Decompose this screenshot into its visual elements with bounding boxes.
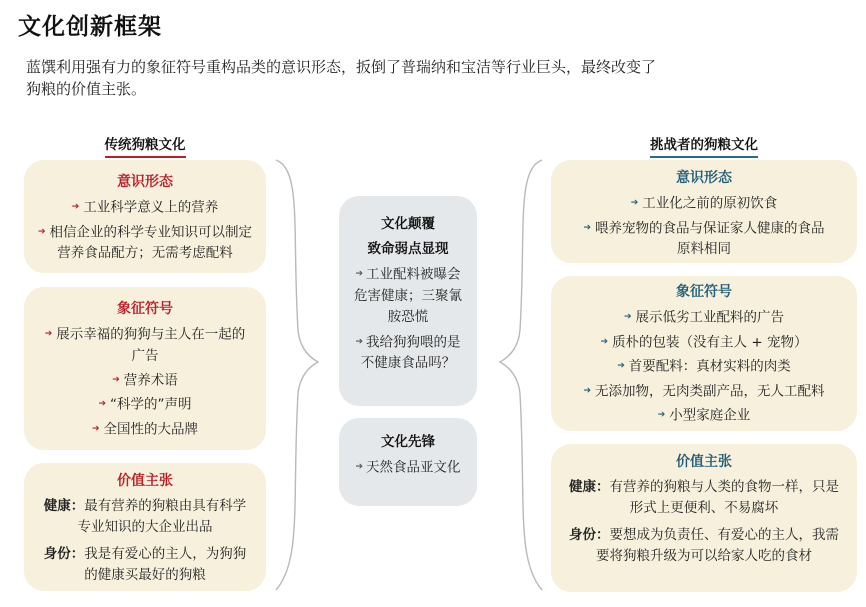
- page-title: 文化创新框架: [18, 14, 162, 40]
- left-brace: [276, 160, 318, 590]
- list-item: ➔ “科学的”声明: [98, 396, 192, 413]
- list-item: ➔ 展示幸福的狗狗与主人在一起的广告: [44, 326, 246, 364]
- traditional-value-card: [24, 463, 266, 591]
- arrow-right-icon: ➔: [91, 423, 100, 434]
- list-item: ➔ 工业配料被曝会危害健康；三聚氰胺恐慌: [354, 266, 462, 325]
- card-heading: 意识形态: [117, 174, 173, 190]
- traditional-symbols-card: [24, 287, 266, 450]
- arrow-right-icon: ➔: [657, 410, 666, 420]
- right-brace: [500, 160, 542, 590]
- arrow-right-icon: ➔: [583, 222, 592, 233]
- identity-statement: 身份：要想成为负责任、有爱心的主人，我需要将狗粮升级为可以给家人吃的食材: [569, 527, 839, 564]
- list-item: ➔ 相信企业的科学专业知识可以制定营养食品配方；无需考虑配料: [37, 224, 253, 261]
- arrow-right-icon: ➔: [623, 312, 632, 322]
- arrow-right-icon: ➔: [355, 269, 364, 279]
- list-item: ➔ 展示低劣工业配料的广告: [623, 309, 785, 326]
- list-item: ➔ 我给狗狗喂的是不健康食品吗？: [355, 334, 461, 371]
- arrow-right-icon: ➔: [355, 336, 364, 347]
- card-heading: 价值主张: [117, 473, 173, 489]
- arrow-right-icon: ➔: [44, 329, 53, 339]
- page-subtitle: 蓝馔利用强有力的象征符号重构品类的意识形态，扳倒了普瑞纳和宝洁等行业巨头，最终改变了狗粮的价值主张。: [26, 58, 657, 98]
- card-subheading: 致命弱点显现: [367, 241, 449, 257]
- arrow-right-icon: ➔: [98, 399, 107, 409]
- cultural-disruption-card: [339, 196, 477, 406]
- arrow-right-icon: ➔: [600, 336, 609, 347]
- arrow-right-icon: ➔: [112, 374, 120, 385]
- arrow-right-icon: ➔: [71, 202, 80, 212]
- list-item: ➔ 工业科学意义上的营养: [71, 199, 219, 216]
- cultural-pioneer-card: [339, 418, 477, 506]
- challenger-culture-heading: 挑战者的狗粮文化: [551, 133, 857, 158]
- arrow-right-icon: ➔: [37, 226, 46, 237]
- list-item: ➔ 无添加物，无肉类副产品，无人工配料: [583, 383, 825, 399]
- list-item: ➔ 喂养宠物的食品与保证家人健康的食品原料相同: [583, 220, 825, 257]
- traditional-culture-heading: 传统狗粮文化: [24, 133, 266, 158]
- health-statement: 健康：最有营养的狗粮由具有科学专业知识的大企业出品: [43, 498, 247, 535]
- traditional-ideology-card: [24, 160, 266, 273]
- list-item: ➔ 质朴的包装（没有主人 + 宠物）: [600, 334, 808, 350]
- card-heading: 价值主张: [676, 454, 732, 470]
- list-item: ➔ 工业化之前的原初饮食: [630, 195, 778, 212]
- card-heading: 象征符号: [117, 301, 173, 317]
- list-item: ➔ 天然食品亚文化: [355, 459, 461, 476]
- arrow-right-icon: ➔: [355, 462, 364, 472]
- identity-statement: 身份：我是有爱心的主人，为狗狗的健康买最好的狗粮: [43, 546, 247, 583]
- card-heading: 文化先锋: [381, 434, 435, 450]
- list-item: ➔ 全国性的大品牌: [91, 421, 199, 437]
- challenger-ideology-card: [551, 160, 857, 263]
- arrow-right-icon: ➔: [583, 385, 592, 396]
- challenger-value-card: [551, 444, 857, 592]
- health-statement: 健康：有营养的狗粮与人类的食物一样，只是形式上更便利、不易腐坏: [569, 479, 839, 516]
- card-heading: 文化颠覆: [381, 216, 435, 232]
- challenger-symbols-card: [551, 276, 857, 431]
- arrow-right-icon: ➔: [617, 361, 625, 371]
- list-item: ➔ 营养术语: [112, 372, 178, 388]
- card-heading: 象征符号: [676, 284, 732, 300]
- arrow-right-icon: ➔: [630, 198, 639, 208]
- list-item: ➔ 小型家庭企业: [657, 407, 751, 424]
- card-heading: 意识形态: [676, 170, 732, 186]
- list-item: ➔ 首要配料：真材实料的肉类: [617, 358, 791, 375]
